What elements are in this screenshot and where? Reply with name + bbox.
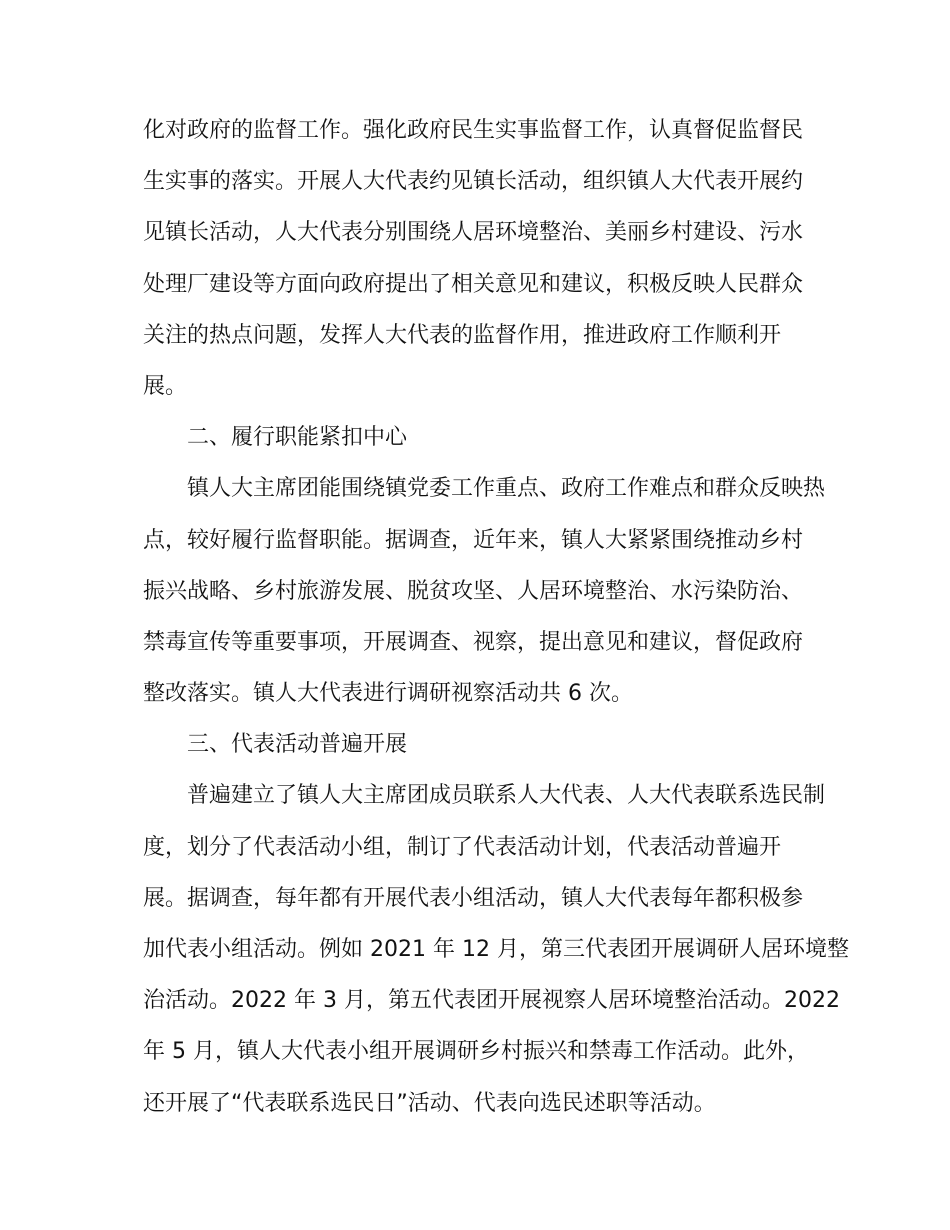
body-line: 禁毒宣传等重要事项，开展调查、视察，提出意见和建议，督促政府	[143, 629, 804, 655]
body-line: 处理厂建设等方面向政府提出了相关意见和建议，积极反映人民群众	[143, 271, 804, 297]
body-line: 加代表小组活动。例如 2021 年 12 月，第三代表团开展调研人居环境整	[143, 937, 849, 962]
body-line: 展。据调查，每年都有开展代表小组活动，镇人大代表每年都积极参	[143, 885, 804, 911]
body-line: 振兴战略、乡村旅游发展、脱贫攻坚、人居环境整治、水污染防治、	[143, 578, 804, 604]
body-line: 生实事的落实。开展人大代表约见镇长活动，组织镇人大代表开展约	[143, 169, 804, 195]
body-line: 关注的热点问题，发挥人大代表的监督作用，推进政府工作顺利开	[143, 322, 782, 348]
body-line: 度，划分了代表活动小组，制订了代表活动计划，代表活动普遍开	[143, 834, 782, 860]
section-heading: 二、履行职能紧扣中心	[187, 425, 408, 451]
body-line: 点，较好履行监督职能。据调查，近年来，镇人大紧紧围绕推动乡村	[143, 527, 804, 553]
paragraph-first-line: 普遍建立了镇人大主席团成员联系人大代表、人大代表联系选民制	[187, 783, 826, 809]
body-line: 化对政府的监督工作。强化政府民生实事监督工作，认真督促监督民	[143, 118, 804, 143]
body-line: 年 5 月，镇人大代表小组开展调研乡村振兴和禁毒工作活动。此外，	[143, 1039, 809, 1065]
body-line: 治活动。2022 年 3 月，第五代表团开展视察人居环境整治活动。2022	[143, 988, 840, 1014]
body-line: 见镇长活动，人大代表分别围绕人居环境整治、美丽乡村建设、污水	[143, 220, 804, 246]
section-heading: 三、代表活动普遍开展	[187, 732, 408, 758]
body-line: 还开展了“代表联系选民日”活动、代表向选民述职等活动。	[143, 1090, 716, 1116]
body-line: 展。	[143, 373, 188, 399]
paragraph-first-line: 镇人大主席团能围绕镇党委工作重点、政府工作难点和群众反映热	[187, 476, 826, 502]
body-line: 整改落实。镇人大代表进行调研视察活动共 6 次。	[143, 681, 633, 707]
document-body	[143, 105, 849, 1129]
